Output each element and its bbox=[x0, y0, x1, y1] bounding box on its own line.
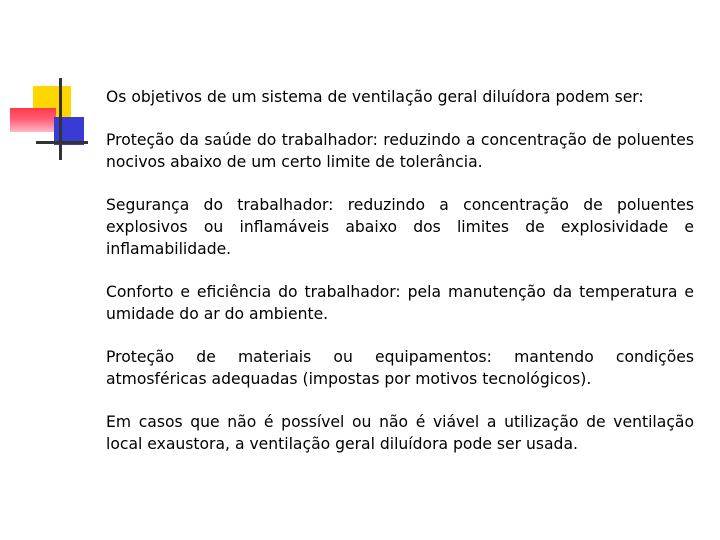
objective-safety: Segurança do trabalhador: reduzindo a concentração de poluentes explosivos ou inflamáveis abaixo dos limites de explosividade e inflamabilidade. bbox=[106, 196, 694, 258]
decorative-red-bar bbox=[10, 108, 56, 132]
objective-comfort: Conforto e eficiência do trabalhador: pela manutenção da temperatura e umidade do ar do ambiente. bbox=[106, 283, 694, 323]
decorative-vertical-line bbox=[59, 78, 62, 160]
objective-health: Proteção da saúde do trabalhador: reduzindo a concentração de poluentes nocivos abaixo de um certo limite de tolerância. bbox=[106, 131, 694, 171]
slide-body bbox=[106, 86, 694, 476]
intro-text: Os objetivos de um sistema de ventilação geral diluídora podem ser: bbox=[106, 88, 644, 106]
objective-materials: Proteção de materiais ou equipamentos: mantendo condições atmosféricas adequadas (impostas por motivos tecnológicos). bbox=[106, 348, 694, 388]
decorative-horizontal-line bbox=[36, 141, 88, 144]
usage-note: Em casos que não é possível ou não é viável a utilização de ventilação local exaustora, a ventilação geral diluídora pode ser usada. bbox=[106, 413, 694, 453]
